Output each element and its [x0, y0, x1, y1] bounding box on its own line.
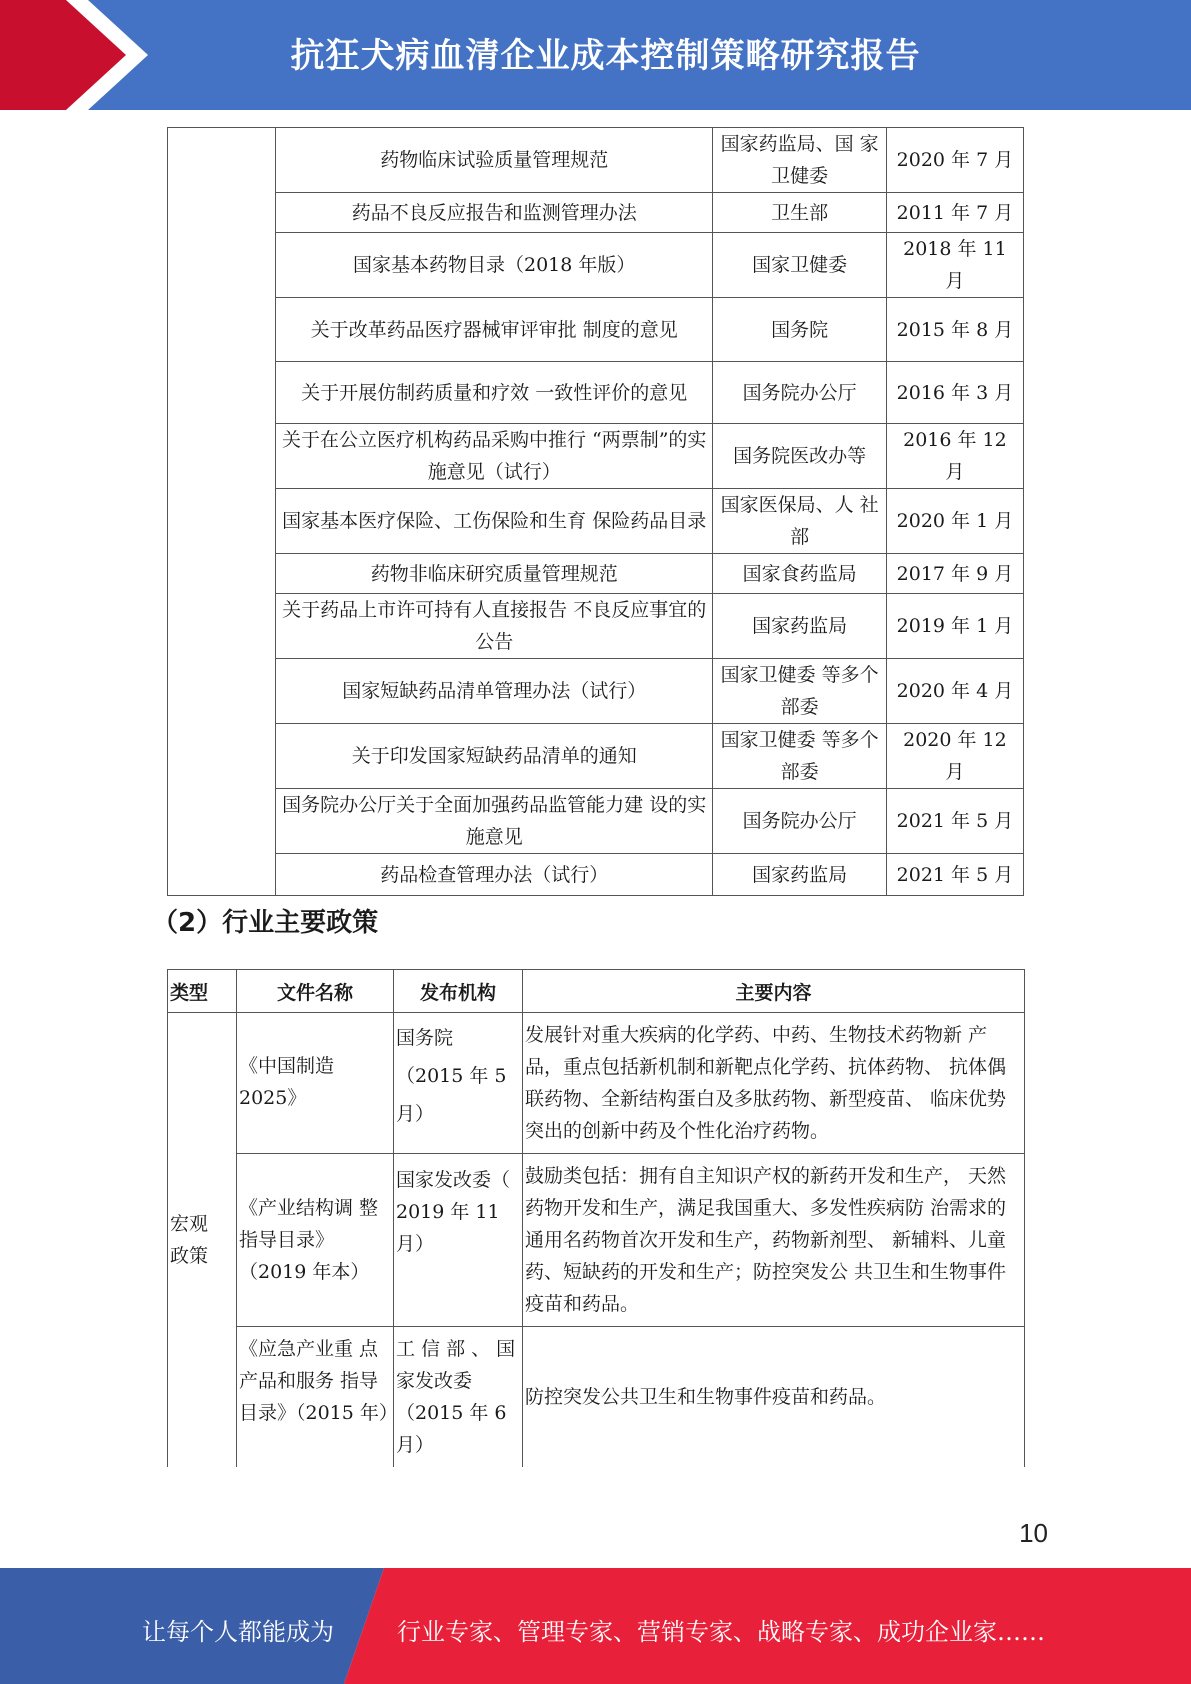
issuer: 工 信 部 、 国家发改委（2015 年 6 月） [394, 1327, 523, 1468]
issuer: 国家卫健委 [713, 233, 886, 298]
doc-name: 药品不良反应报告和监测管理办法 [276, 193, 713, 233]
doc-name: 《产业结构调 整指导目录》（2019 年本） [237, 1154, 394, 1327]
issuer: 国家食药监局 [713, 554, 886, 594]
doc-name: 关于在公立医疗机构药品采购中推行 “两票制”的实施意见（试行） [276, 424, 713, 489]
doc-name: 药物非临床研究质量管理规范 [276, 554, 713, 594]
content: 发展针对重大疾病的化学药、中药、生物技术药物新 产品，重点包括新机制和新靶点化学药、抗体药物、 抗体偶联药物、全新结构蛋白及多肽药物、新型疫苗、 临床优势突出的创新中药及个性化治疗药物。 [523, 1013, 1025, 1154]
table-row [168, 1327, 1025, 1468]
content: 防控突发公共卫生和生物事件疫苗和药品。 [523, 1327, 1025, 1468]
table-row [168, 659, 1024, 724]
table-row [168, 362, 1024, 424]
section-heading: （2）行业主要政策 [152, 908, 379, 938]
table-row [168, 489, 1024, 554]
header-name: 文件名称 [237, 970, 394, 1013]
doc-name: 关于开展仿制药质量和疗效 一致性评价的意见 [276, 362, 713, 424]
issue-date: 2019 年 1 月 [886, 594, 1023, 659]
issue-date: 2011 年 7 月 [886, 193, 1023, 233]
table-row [168, 594, 1024, 659]
doc-name: 药品检查管理办法（试行） [276, 854, 713, 896]
page-number: 10 [1019, 1518, 1048, 1548]
table-row [168, 128, 1024, 193]
header-type: 类型 [168, 970, 237, 1013]
doc-name: 关于印发国家短缺药品清单的通知 [276, 724, 713, 789]
table-header-row [168, 970, 1025, 1013]
footer-slogan-left: 让每个人都能成为 [142, 1618, 334, 1646]
issuer: 国务院办公厅 [713, 789, 886, 854]
issuer: 国家药监局 [713, 594, 886, 659]
doc-name: 国家基本医疗保险、工伤保险和生育 保险药品目录 [276, 489, 713, 554]
issue-date: 2021 年 5 月 [886, 789, 1023, 854]
issuer: 国家卫健委 等多个部委 [713, 724, 886, 789]
table-row [168, 554, 1024, 594]
doc-name: 国家基本药物目录（2018 年版） [276, 233, 713, 298]
header-org: 发布机构 [394, 970, 523, 1013]
issuer: 卫生部 [713, 193, 886, 233]
doc-name: 《中国制造2025》 [237, 1013, 394, 1154]
issue-date: 2015 年 8 月 [886, 298, 1023, 362]
content: 鼓励类包括：拥有自主知识产权的新药开发和生产， 天然药物开发和生产，满足我国重大、多发性疾病防 治需求的通用名药物首次开发和生产，药物新剂型、 新辅料、儿童药、短缺药的开发和生产；防控突发公 共卫生和生物事件疫苗和药品。 [523, 1154, 1025, 1327]
table-row [168, 233, 1024, 298]
table-row [168, 789, 1024, 854]
doc-name: 药物临床试验质量管理规范 [276, 128, 713, 193]
issue-date: 2020 年 7 月 [886, 128, 1023, 193]
category-cell [168, 128, 276, 896]
doc-name: 国务院办公厅关于全面加强药品监管能力建 设的实施意见 [276, 789, 713, 854]
doc-name: 关于改革药品医疗器械审评审批 制度的意见 [276, 298, 713, 362]
table-row [168, 854, 1024, 896]
header-content: 主要内容 [523, 970, 1025, 1013]
issuer: 国家药监局 [713, 854, 886, 896]
issue-date: 2017 年 9 月 [886, 554, 1023, 594]
table-row [168, 724, 1024, 789]
table-row [168, 298, 1024, 362]
table-row [168, 1013, 1025, 1154]
issuer: 国家医保局、人 社部 [713, 489, 886, 554]
issuer: 国家卫健委 等多个部委 [713, 659, 886, 724]
header-band [0, 0, 1191, 110]
issuer: 国家发改委（ 2019 年 11 月） [394, 1154, 523, 1327]
table-row [168, 424, 1024, 489]
type-cell: 宏观政策 [168, 1013, 237, 1468]
policy-table-continued [167, 127, 1024, 896]
issuer: 国务院办公厅 [713, 362, 886, 424]
issuer: 国务院（2015 年 5 月） [394, 1013, 523, 1154]
doc-name: 关于药品上市许可持有人直接报告 不良反应事宜的公告 [276, 594, 713, 659]
doc-name: 《应急产业重 点产品和服务 指导目录》（2015 年） [237, 1327, 394, 1468]
footer-slogan-right: 行业专家、管理专家、营销专家、战略专家、成功企业家…… [397, 1618, 1045, 1646]
issue-date: 2021 年 5 月 [886, 854, 1023, 896]
report-title: 抗狂犬病血清企业成本控制策略研究报告 [290, 36, 921, 76]
table-row [168, 1154, 1025, 1327]
doc-name: 国家短缺药品清单管理办法（试行） [276, 659, 713, 724]
industry-policy-table [167, 969, 1025, 1467]
issue-date: 2020 年 1 月 [886, 489, 1023, 554]
footer-band [0, 1568, 1191, 1684]
issue-date: 2016 年 12 月 [886, 424, 1023, 489]
issuer: 国务院医改办等 [713, 424, 886, 489]
issuer: 国务院 [713, 298, 886, 362]
issuer: 国家药监局、国 家卫健委 [713, 128, 886, 193]
issue-date: 2018 年 11 月 [886, 233, 1023, 298]
issue-date: 2016 年 3 月 [886, 362, 1023, 424]
table-row [168, 193, 1024, 233]
issue-date: 2020 年 4 月 [886, 659, 1023, 724]
issue-date: 2020 年 12 月 [886, 724, 1023, 789]
